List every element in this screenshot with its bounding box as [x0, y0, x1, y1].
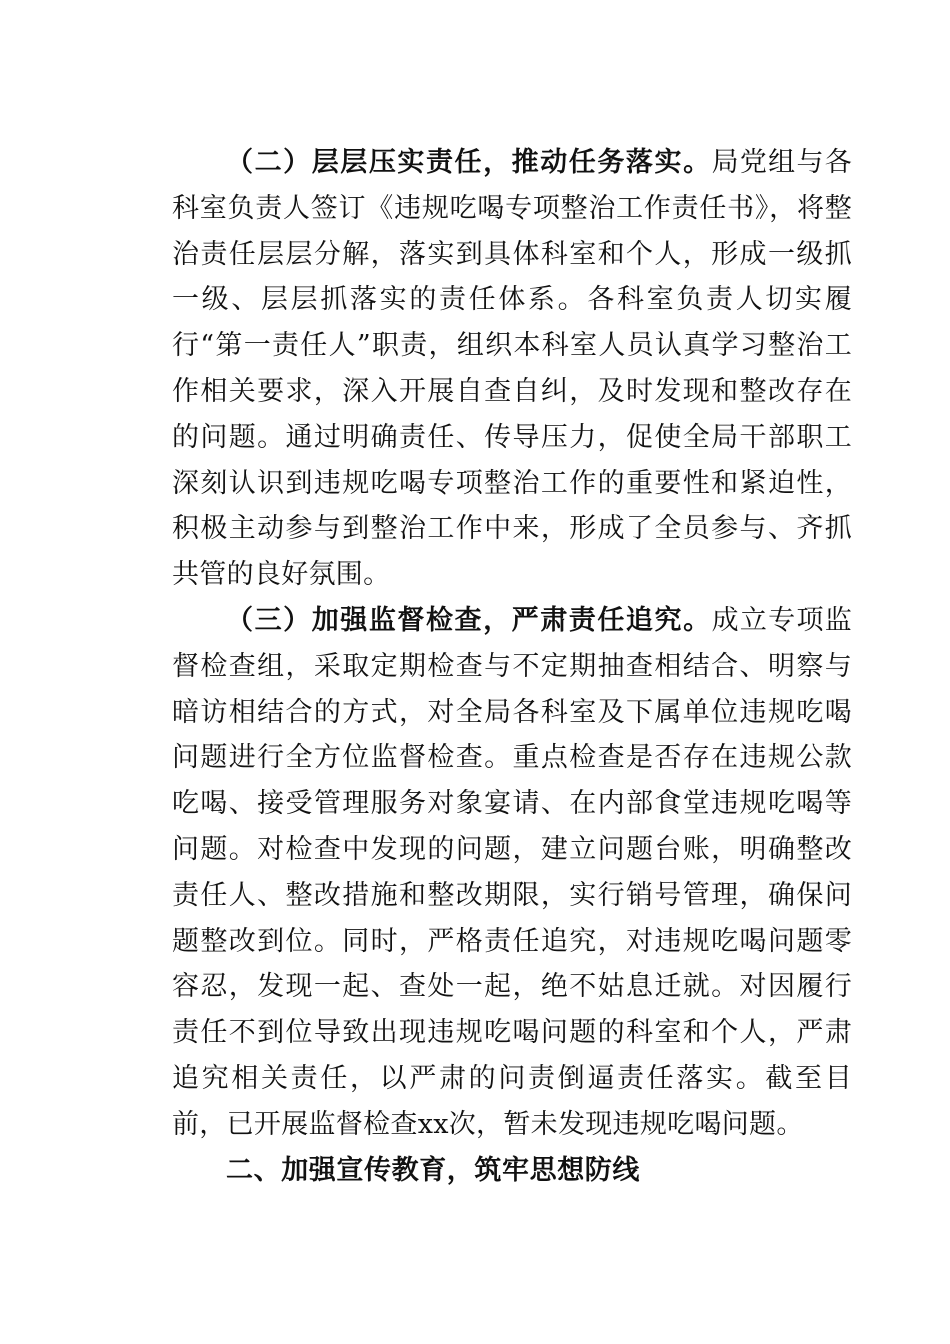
paragraph-heading: （三）加强监督检查，严肃责任追究。 — [226, 604, 712, 636]
section-heading: 二、加强宣传教育，筑牢思想防线 — [226, 1154, 640, 1186]
paragraph-heading: （二）层层压实责任，推动任务落实。 — [226, 147, 712, 178]
paragraph-text: 成立专项监督检查组，采取定期检查与不定期抽查相结合、明察与暗访相结合的方式，对全局各科室及下属单位违规吃喝问题进行全方位监督检查。重点检查是否存在违规公款吃喝、接受管理服务对象宴请、在内部食堂违规吃喝等问题。对检查中发现的问题，建立问题台账，明确整改责任人、整改措施和整改期限，实行销号管理，确保问题整改到位。同时，严格责任追究，对违规吃喝问题零容忍，发现一起、查处一起，绝不姑息迁就。对因履行责任不到位导致出现违规吃喝问题的科室和个人，严肃追究相关责任，以严肃的问责倒逼责任落实。截至目前，已开展监督检查xx次，暂未发现违规吃喝问题。 — [172, 604, 853, 1140]
paragraph-text: 局党组与各科室负责人签订《违规吃喝专项整治工作责任书》，将整治责任层层分解，落实到具体科室和个人，形成一级抓一级、层层抓落实的责任体系。各科室负责人切实履行“第一责任人”职责，组织本科室人员认真学习整治工作相关要求，深入开展自查自纠，及时发现和整改存在的问题。通过明确责任、传导压力，促使全局干部职工深刻认识到违规吃喝专项整治工作的重要性和紧迫性，积极主动参与到整治工作中来，形成了全员参与、齐抓共管的良好氛围。 — [172, 147, 853, 591]
paragraph-supervision — [172, 598, 852, 1148]
paragraph-responsibility — [172, 140, 852, 598]
document-body — [172, 140, 852, 1193]
